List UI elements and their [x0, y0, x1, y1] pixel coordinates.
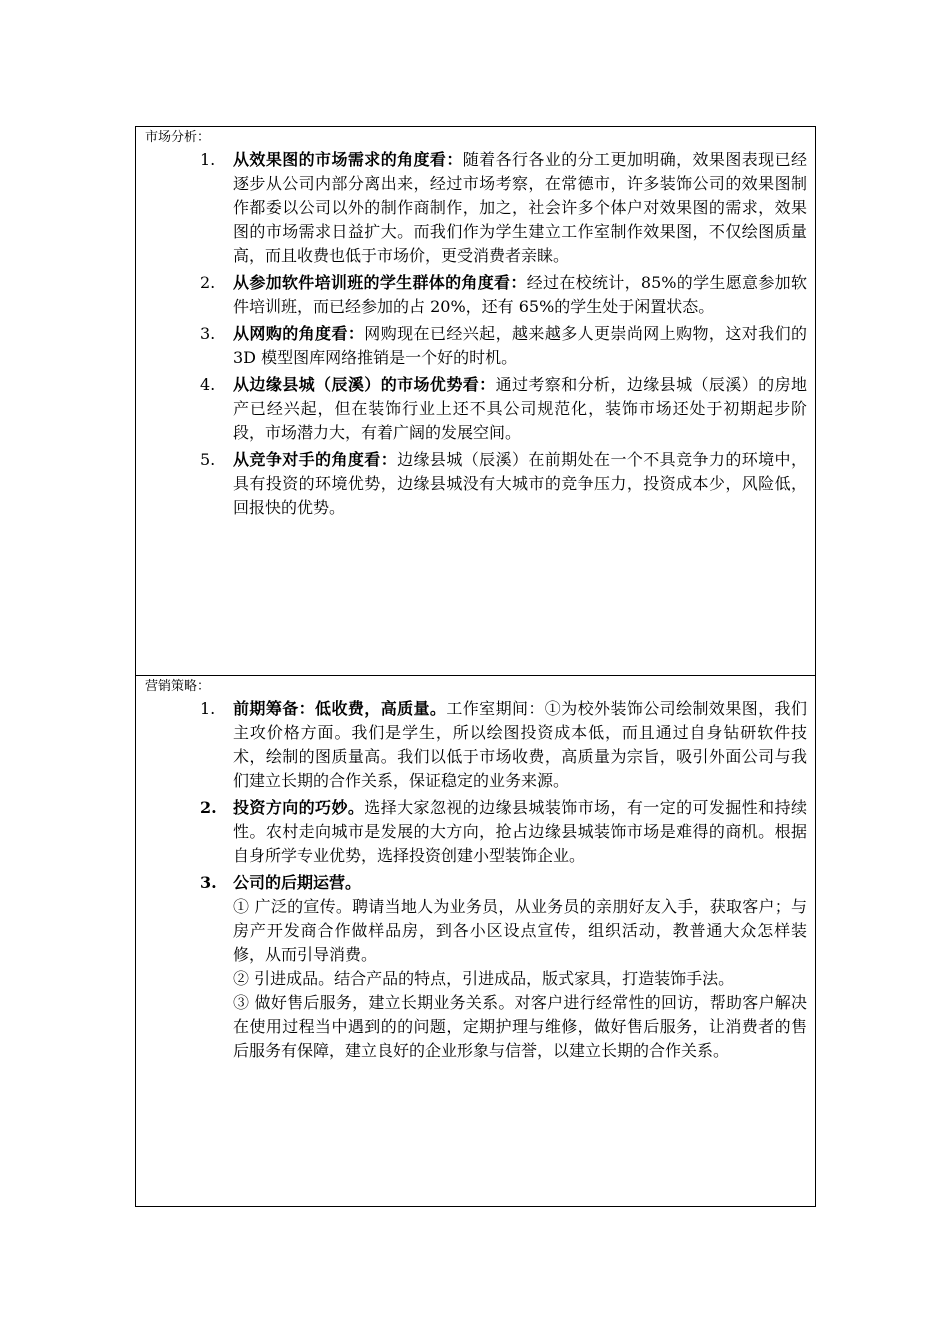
- market-analysis-list: [136, 148, 815, 520]
- item-number: 5.: [200, 450, 216, 469]
- subpoint: ③ 做好售后服务，建立长期业务关系。对客户进行经常性的回访，帮助客户解决在使用过程当中遇到的的问题，定期护理与维修，做好售后服务，让消费者的售后服务有保障，建立良好的企业形象与信誉，以建立长期的合作关系。: [233, 993, 807, 1060]
- item-heading: 公司的后期运营。: [233, 873, 362, 892]
- list-item: [200, 373, 807, 445]
- item-text: 工作室期间：①为校外装饰公司绘制效果图，我们主攻价格方面。我们是学生，所以绘图投资成本低，而且通过自身钻研软件技术，绘制的图质量高。我们以低于市场收费，高质量为宗旨，吸引外面公司与我们建立长期的合作关系，保证稳定的业务来源。: [233, 699, 807, 790]
- item-text: 随着各行各业的分工更加明确，效果图表现已经逐步从公司内部分离出来，经过市场考察，在常德市，许多装饰公司的效果图制作都委以公司以外的制作商制作，加之，社会许多个体户对效果图的需求，效果图的市场需求日益扩大。而我们作为学生建立工作室制作效果图，不仅绘图质量高，而且收费也低于市场价，更受消费者亲睐。: [233, 150, 807, 265]
- marketing-strategy-list: [136, 697, 815, 1063]
- item-heading: 从参加软件培训班的学生群体的角度看：: [233, 273, 527, 292]
- item-text: 经过在校统计，85%的学生愿意参加软件培训班，而已经参加的占 20%，还有 65%的学生处于闲置状态。: [233, 273, 807, 316]
- item-number: 1.: [200, 699, 216, 718]
- list-item: [200, 796, 807, 868]
- item-text: 通过考察和分析，边缘县城（辰溪）的房地产已经兴起，但在装饰行业上还不具公司规范化，装饰市场还处于初期起步阶段，市场潜力大，有着广阔的发展空间。: [233, 375, 807, 442]
- item-number: 1.: [200, 150, 216, 169]
- item-text: 边缘县城（辰溪）在前期处在一个不具竞争力的环境中，具有投资的环境优势，边缘县城没有大城市的竞争压力，投资成本少，风险低，回报快的优势。: [233, 450, 807, 517]
- item-heading: 前期筹备：低收费，高质量。: [233, 699, 447, 718]
- list-item: [200, 322, 807, 370]
- item-heading: 从网购的角度看：: [233, 324, 365, 343]
- marketing-strategy-cell: [136, 676, 816, 1207]
- list-item: [200, 148, 807, 268]
- item-heading: 从边缘县城（辰溪）的市场优势看：: [233, 375, 496, 394]
- item-text: 选择大家忽视的边缘县城装饰市场，有一定的可发掘性和持续性。农村走向城市是发展的大方向，抢占边缘县城装饰市场是难得的商机。根据自身所学专业优势，选择投资创建小型装饰企业。: [233, 798, 807, 865]
- item-number: 3.: [200, 873, 217, 892]
- list-item: [200, 871, 807, 1063]
- marketing-strategy-label: 营销策略：: [145, 679, 211, 694]
- item-heading: 从竞争对手的角度看：: [233, 450, 398, 469]
- item-number: 2.: [200, 273, 216, 292]
- item-heading: 从效果图的市场需求的角度看：: [233, 150, 463, 169]
- list-item: [200, 271, 807, 319]
- item-number: 2.: [200, 798, 217, 817]
- subpoint: ① 广泛的宣传。聘请当地人为业务员，从业务员的亲朋好友入手，获取客户；与房产开发商合作做样品房，到各小区设点宣传，组织活动，教普通大众怎样装修，从而引导消费。: [233, 897, 807, 964]
- market-analysis-cell: [136, 127, 816, 676]
- market-analysis-label: 市场分析：: [145, 130, 211, 145]
- item-text: 网购现在已经兴起，越来越多人更崇尚网上购物，这对我们的 3D 模型图库网络推销是一个好的时机。: [233, 324, 807, 367]
- item-number: 3.: [200, 324, 216, 343]
- item-heading: 投资方向的巧妙。: [233, 798, 365, 817]
- list-item: [200, 697, 807, 793]
- document-table: [135, 126, 816, 1207]
- list-item: [200, 448, 807, 520]
- item-number: 4.: [200, 375, 216, 394]
- subpoint: ② 引进成品。结合产品的特点，引进成品，版式家具，打造装饰手法。: [233, 969, 735, 988]
